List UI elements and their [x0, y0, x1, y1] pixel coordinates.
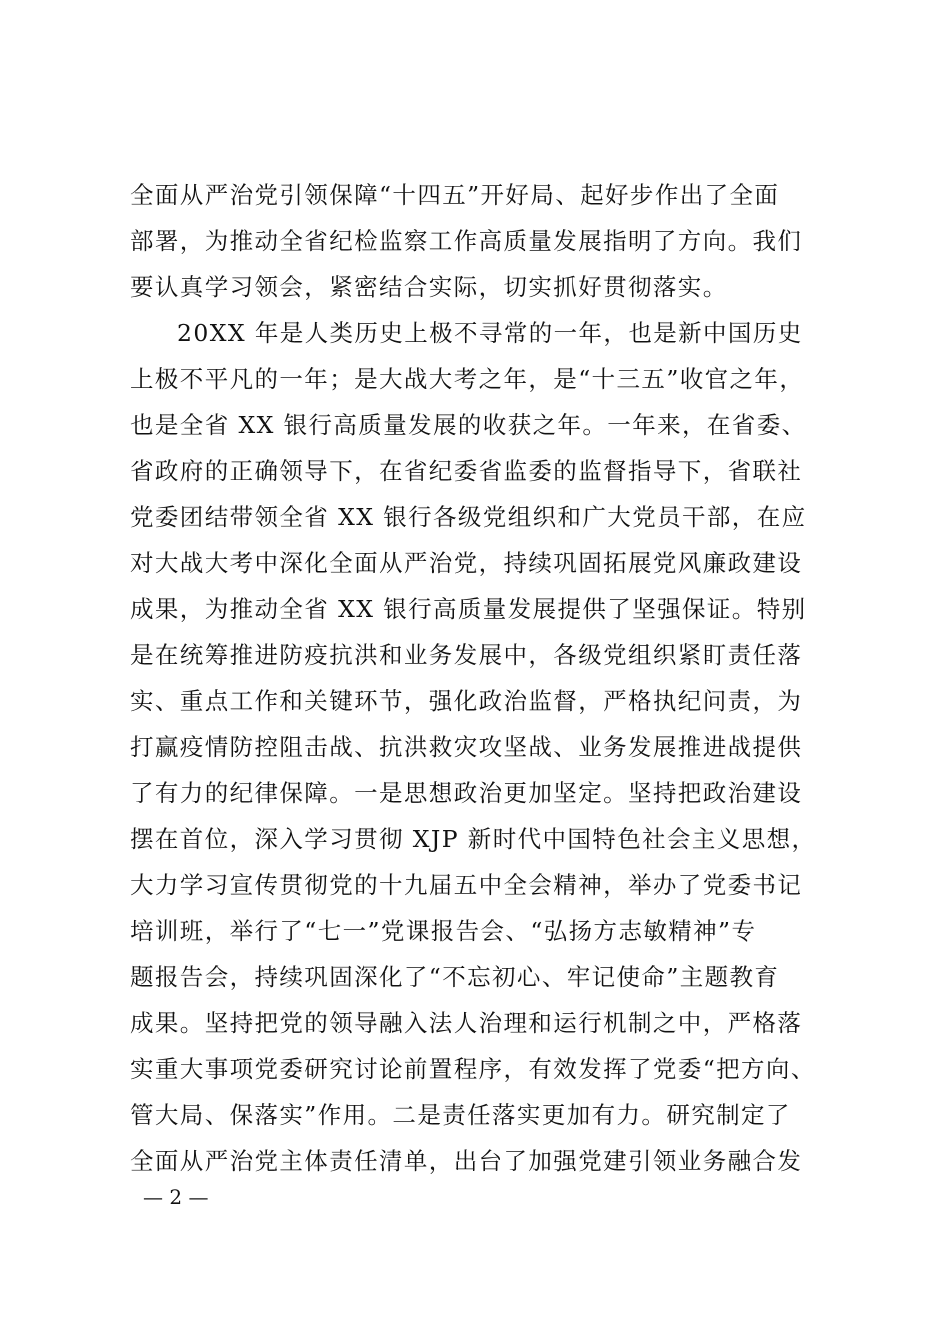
text-line: 题报告会，持续巩固深化了“不忘初心、牢记使命”主题教育: [130, 963, 780, 991]
text-line: 成果。坚持把党的领导融入法人治理和运行机制之中，严格落: [130, 1009, 803, 1037]
text-line: 也是全省 XX 银行高质量发展的收获之年。一年来，在省委、: [130, 411, 807, 439]
text-line: 大力学习宣传贯彻党的十九届五中全会精神，举办了党委书记: [130, 871, 803, 899]
text-line: 了有力的纪律保障。一是思想政治更加坚定。坚持把政治建设: [130, 779, 803, 807]
text-line: 培训班，举行了“七一”党课报告会、“弘扬方志敏精神”专: [130, 917, 757, 945]
text-line: 部署，为推动全省纪检监察工作高质量发展指明了方向。我们: [130, 227, 803, 255]
text-line: 成果，为推动全省 XX 银行高质量发展提供了坚强保证。特别: [130, 595, 807, 623]
text-line: 上极不平凡的一年；是大战大考之年，是“十三五”收官之年，: [130, 365, 805, 393]
text-line: 省政府的正确领导下，在省纪委省监委的监督指导下，省联社: [130, 457, 803, 485]
text-line: 是在统筹推进防疫抗洪和业务发展中，各级党组织紧盯责任落: [130, 641, 803, 669]
text-line: 要认真学习领会，紧密结合实际，切实抓好贯彻落实。: [130, 273, 728, 301]
text-line: 党委团结带领全省 XX 银行各级党组织和广大党员干部，在应: [130, 503, 807, 531]
page-number: — 2 —: [143, 1185, 209, 1209]
body-text: [130, 172, 842, 1184]
text-line: 全面从严治党主体责任清单，出台了加强党建引领业务融合发: [130, 1147, 803, 1175]
text-line: 打赢疫情防控阻击战、抗洪救灾攻坚战、业务发展推进战提供: [130, 733, 803, 761]
text-line: 实、重点工作和关键环节，强化政治监督，严格执纪问责，为: [130, 687, 803, 715]
text-line: 对大战大考中深化全面从严治党，持续巩固拓展党风廉政建设: [130, 549, 803, 577]
text-line: 全面从严治党引领保障“十四五”开好局、起好步作出了全面: [130, 181, 780, 209]
text-line: 实重大事项党委研究讨论前置程序，有效发挥了党委“把方向、: [130, 1055, 816, 1083]
text-line: 摆在首位，深入学习贯彻 XJP 新时代中国特色社会主义思想，: [130, 825, 817, 853]
paragraph-start-line: 20XX 年是人类历史上极不寻常的一年，也是新中国历史: [177, 319, 803, 347]
text-line: 管大局、保落实”作用。二是责任落实更加有力。研究制定了: [130, 1101, 791, 1129]
